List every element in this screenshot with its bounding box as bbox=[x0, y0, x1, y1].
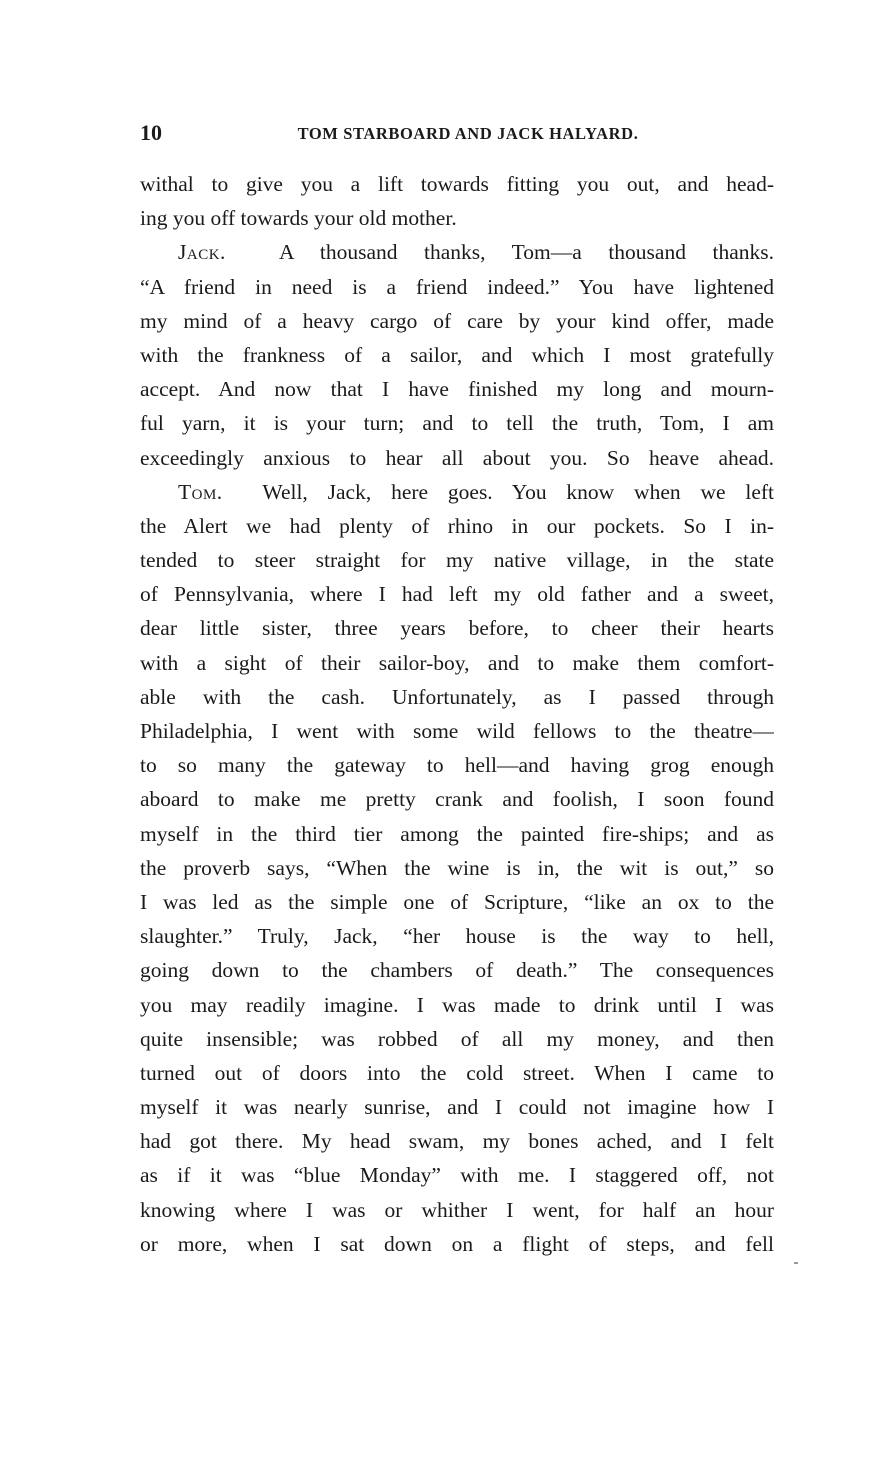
text-line: the proverb says, “When the wine is in, the wit is out,” so bbox=[140, 855, 774, 880]
text-line: or more, when I sat down on a flight of steps, and fell bbox=[140, 1231, 774, 1256]
text-line: Jack. A thousand thanks, Tom—a thousand thanks. bbox=[178, 240, 774, 265]
text-line: “A friend in need is a friend indeed.” You have lightened bbox=[140, 274, 774, 299]
text-line: you may readily imagine. I was made to drink until I was bbox=[140, 992, 774, 1017]
text-line: aboard to make me pretty crank and foolish, I soon found bbox=[140, 787, 774, 812]
text-line: myself it was nearly sunrise, and I could not imagine how I bbox=[140, 1095, 774, 1120]
text-line: able with the cash. Unfortunately, as I passed through bbox=[140, 684, 774, 709]
text-line: accept. And now that I have finished my long and mourn- bbox=[140, 377, 774, 402]
text-line: of Pennsylvania, where I had left my old father and a sweet, bbox=[140, 582, 774, 607]
text-line: quite insensible; was robbed of all my money, and then bbox=[140, 1026, 774, 1051]
text-line: dear little sister, three years before, to cheer their hearts bbox=[140, 616, 774, 641]
text-line: ful yarn, it is your turn; and to tell the truth, Tom, I am bbox=[140, 411, 774, 436]
page-header bbox=[140, 120, 780, 150]
text-line: as if it was “blue Monday” with me. I staggered off, not bbox=[140, 1163, 774, 1188]
body-text bbox=[140, 167, 774, 1261]
text-line: I was led as the simple one of Scripture, “like an ox to the bbox=[140, 889, 774, 914]
text-line: Philadelphia, I went with some wild fellows to the theatre— bbox=[140, 719, 774, 743]
paragraph bbox=[140, 167, 774, 235]
text-line: tended to steer straight for my native village, in the state bbox=[140, 548, 774, 573]
speaker-label: Tom. bbox=[178, 479, 223, 504]
text-line: the Alert we had plenty of rhino in our pockets. So I in- bbox=[140, 513, 774, 538]
paragraph bbox=[140, 235, 774, 474]
text-line: my mind of a heavy cargo of care by your kind offer, made bbox=[140, 308, 774, 333]
text-line: had got there. My head swam, my bones ached, and I felt bbox=[140, 1129, 774, 1154]
page-number: 10 bbox=[140, 120, 162, 145]
margin-mark bbox=[794, 1262, 798, 1264]
text-line: myself in the third tier among the painted fire-ships; and as bbox=[140, 821, 774, 846]
text-line: with a sight of their sailor-boy, and to make them comfort- bbox=[140, 650, 774, 675]
speaker-label: Jack. bbox=[178, 240, 226, 265]
text-line: ing you off towards your old mother. bbox=[140, 206, 457, 231]
text-line: to so many the gateway to hell—and having grog enough bbox=[140, 753, 774, 778]
text-line: Tom. Well, Jack, here goes. You know when we left bbox=[178, 479, 774, 504]
text-line: slaughter.” Truly, Jack, “her house is the way to hell, bbox=[140, 924, 774, 949]
text-line: knowing where I was or whither I went, for half an hour bbox=[140, 1197, 774, 1222]
text-line: exceedingly anxious to hear all about you. So heave ahead. bbox=[140, 445, 774, 470]
text-line: withal to give you a lift towards fitting you out, and head- bbox=[140, 172, 774, 196]
text-line: with the frankness of a sailor, and which I most gratefully bbox=[140, 342, 774, 367]
text-line: going down to the chambers of death.” The consequences bbox=[140, 958, 774, 983]
running-title: TOM STARBOARD AND JACK HALYARD. bbox=[297, 124, 639, 143]
text-line: turned out of doors into the cold street. When I came to bbox=[140, 1060, 774, 1085]
paragraph bbox=[140, 475, 774, 1261]
